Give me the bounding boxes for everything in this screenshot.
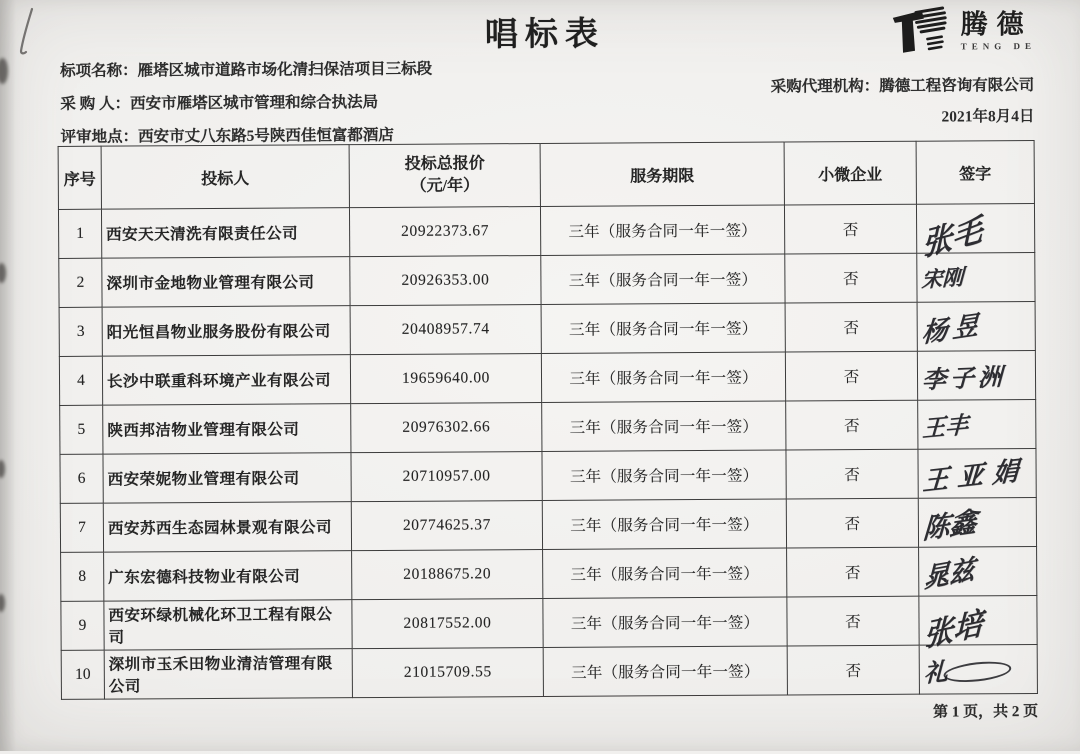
table-row	[61, 595, 1037, 650]
serial-no: 4	[59, 356, 102, 405]
bidder-name: 深圳市金地物业管理有限公司	[102, 257, 350, 308]
purchaser-value: 西安市雁塔区城市管理和综合执法局	[130, 93, 379, 113]
handwritten-signature: 晁兹	[923, 554, 976, 594]
micro-enterprise-flag: 否	[787, 596, 919, 646]
handwritten-signature: 礼	[923, 658, 949, 688]
header-signature: 签字	[916, 140, 1034, 204]
table-row	[59, 350, 1035, 405]
logo-name-cn: 腾德	[960, 8, 1033, 40]
bid-price: 20976302.66	[351, 402, 542, 452]
bidder-name: 阳光恒昌物业服务股份有限公司	[102, 306, 350, 357]
table-row	[60, 448, 1036, 503]
bidder-name: 西安天天清洗有限责任公司	[101, 208, 349, 259]
project-name-label: 标项名称：	[60, 62, 138, 80]
handwritten-signature: 宋刚	[921, 264, 964, 293]
table-row	[58, 203, 1034, 258]
bidder-name: 深圳市玉禾田物业清洁管理有限公司	[104, 649, 352, 700]
serial-no: 2	[59, 258, 102, 307]
table-row	[59, 252, 1035, 307]
handwritten-signature: 李子洲	[921, 364, 1007, 394]
serial-no: 9	[61, 601, 104, 650]
table-header-row	[58, 140, 1034, 209]
project-name-value: 雁塔区城市道路市场化清扫保洁项目三标段	[137, 60, 433, 80]
bid-price: 20188675.20	[352, 549, 543, 599]
review-venue-label: 评审地点：	[60, 128, 139, 146]
signature-cell	[918, 497, 1036, 547]
header-total-price-line1: 投标总报价	[404, 155, 485, 174]
bidder-name: 广东宏德科技物业有限公司	[104, 551, 352, 602]
service-term: 三年（服务合同一年一签）	[543, 597, 787, 647]
signature-cell	[918, 399, 1036, 449]
service-term: 三年（服务合同一年一签）	[542, 450, 786, 500]
bid-price: 20774625.37	[351, 500, 542, 550]
bid-price: 20710957.00	[351, 451, 542, 501]
signature-cell	[916, 203, 1034, 263]
page-title: 唱标表	[484, 16, 606, 54]
bidder-name: 西安环绿机械化环卫工程有限公司	[104, 600, 352, 651]
serial-no: 7	[60, 503, 103, 552]
tengde-logo-icon	[888, 5, 950, 57]
handwritten-signature: 陈鑫	[922, 505, 978, 545]
serial-no: 5	[60, 405, 103, 454]
header-serial-no: 序号	[58, 146, 101, 209]
handwritten-signature: 王亚娟	[921, 454, 1029, 496]
signature-cell	[917, 350, 1035, 400]
page-number: 第 1 页，共 2 页	[933, 703, 1039, 721]
serial-no: 10	[61, 650, 104, 699]
header-total-price-line2: （元/年）	[410, 177, 480, 195]
agency-value: 腾德工程咨询有限公司	[879, 76, 1035, 95]
handwritten-signature: 王丰	[921, 411, 969, 442]
service-term: 三年（服务合同一年一签）	[541, 254, 785, 304]
service-term: 三年（服务合同一年一签）	[541, 303, 785, 353]
project-name-line	[60, 57, 432, 81]
header-micro-enterprise: 小微企业	[784, 141, 916, 205]
review-venue-value: 西安市丈八东路5号陕西佳恒富都酒店	[137, 126, 394, 146]
service-term: 三年（服务合同一年一签）	[541, 352, 785, 402]
signature-cell	[919, 595, 1037, 654]
micro-enterprise-flag: 否	[785, 302, 917, 352]
bidder-name: 陕西邦洁物业管理有限公司	[103, 404, 351, 455]
micro-enterprise-flag: 否	[785, 351, 917, 401]
micro-enterprise-flag: 否	[786, 498, 918, 548]
service-term: 三年（服务合同一年一签）	[540, 205, 784, 255]
signature-cell	[917, 301, 1035, 351]
bid-price: 21015709.55	[352, 647, 543, 697]
micro-enterprise-flag: 否	[787, 645, 919, 695]
serial-no: 1	[58, 209, 101, 258]
bid-price: 20408957.74	[350, 304, 541, 354]
bid-price: 20926353.00	[350, 255, 541, 305]
micro-enterprise-flag: 否	[784, 204, 916, 254]
service-term: 三年（服务合同一年一签）	[543, 548, 787, 598]
serial-no: 6	[60, 454, 103, 503]
serial-no: 3	[59, 307, 102, 356]
signature-cell	[919, 644, 1037, 694]
handwritten-signature: 张培	[923, 606, 984, 654]
agency-line	[771, 73, 1035, 97]
micro-enterprise-flag: 否	[786, 400, 918, 450]
header-bidder: 投标人	[101, 145, 349, 210]
purchaser-label: 采 购 人：	[60, 95, 131, 113]
document-date: 2021年8月4日	[941, 107, 1035, 126]
handwritten-signature: 张毛	[922, 211, 983, 263]
bidder-name: 长沙中联重科环境产业有限公司	[102, 355, 350, 406]
bid-price: 20922373.67	[349, 206, 540, 256]
header-total-price	[349, 143, 540, 207]
purchaser-line	[60, 90, 432, 114]
micro-enterprise-flag: 否	[785, 253, 917, 303]
agency-date-block	[771, 73, 1035, 128]
header-service-term: 服务期限	[540, 142, 784, 206]
table-row	[61, 644, 1037, 699]
signature-flourish	[943, 659, 1013, 685]
service-term: 三年（服务合同一年一签）	[543, 646, 787, 696]
table-row	[61, 546, 1037, 601]
table-row	[59, 301, 1035, 356]
micro-enterprise-flag: 否	[786, 449, 918, 499]
bid-meta-block	[60, 57, 433, 158]
logo-name-en: TENG DE	[960, 40, 1037, 52]
signature-cell	[918, 448, 1036, 498]
bid-opening-table	[58, 140, 1038, 700]
bidder-name: 西安荣妮物业管理有限公司	[103, 453, 351, 504]
bid-price: 20817552.00	[352, 598, 543, 648]
agency-label: 采购代理机构：	[770, 77, 880, 96]
bid-price: 19659640.00	[350, 353, 541, 403]
service-term: 三年（服务合同一年一签）	[542, 401, 786, 451]
table-row	[60, 399, 1036, 454]
company-logo	[888, 5, 1036, 58]
table-row	[60, 497, 1036, 552]
serial-no: 8	[61, 552, 104, 601]
handwritten-signature: 杨昱	[920, 309, 985, 348]
signature-cell	[919, 546, 1037, 596]
micro-enterprise-flag: 否	[787, 547, 919, 597]
bidder-name: 西安苏西生态园林景观有限公司	[103, 502, 351, 553]
service-term: 三年（服务合同一年一签）	[542, 499, 786, 549]
